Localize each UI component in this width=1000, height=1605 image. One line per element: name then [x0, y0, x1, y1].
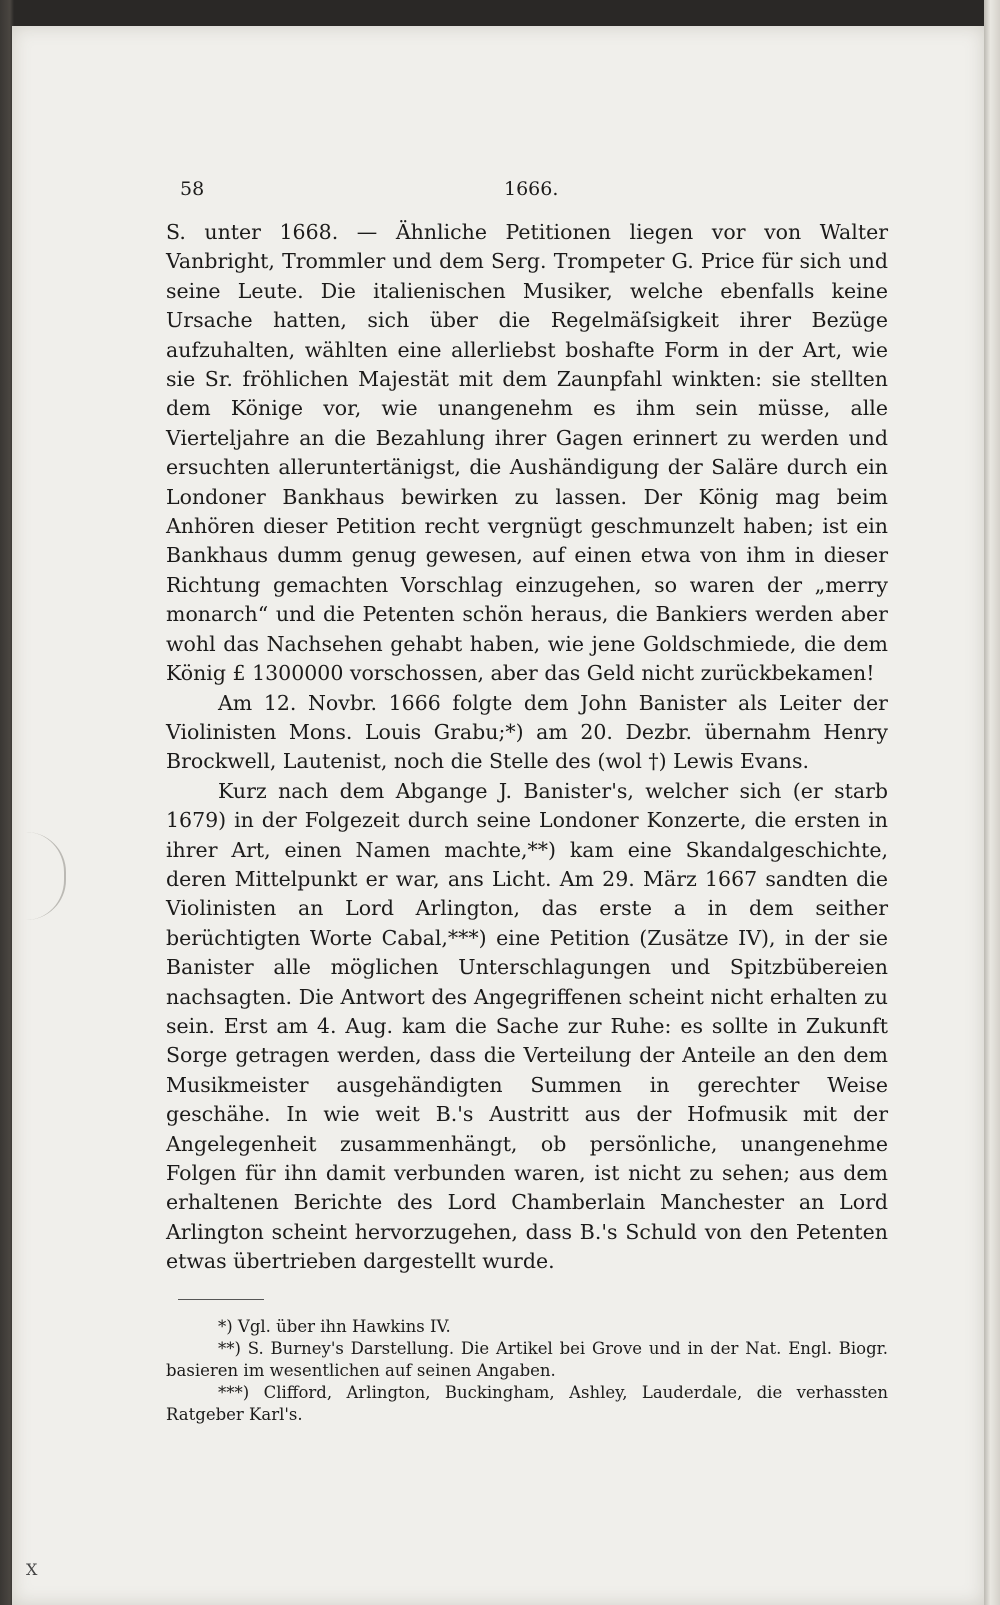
- footnote-3: ***) Clifford, Arlington, Buckingham, Ashley, Lauderdale, die verhassten Ratgeber Karl's.: [166, 1382, 888, 1424]
- edge-mark: X: [26, 1560, 38, 1579]
- page-text-block: [166, 178, 888, 1426]
- running-header: [166, 178, 888, 218]
- page-edge-strip: [984, 0, 1000, 1605]
- margin-shadow-arc: [24, 832, 66, 920]
- paragraph-grabu: Am 12. Novbr. 1666 folgte dem John Banister als Leiter der Violinisten Mons. Louis Grabu;*) am 20. Dezbr. übernahm Henry Brockwell, Lautenist, noch die Stelle des (wol †) Lewis Evans.: [166, 690, 888, 774]
- footnote-divider: [178, 1299, 264, 1300]
- page-number: 58: [180, 178, 205, 200]
- paragraph-petitions: S. unter 1668. — Ähnliche Petitionen liegen vor von Walter Vanbright, Trommler und dem Serg. Trompeter G. Price für sich und seine Leute. Die italienischen Musiker, welche ebenfalls keine Ursache hatten, sich über die Regelmäſsigkeit ihrer Bezüge aufzuhalten, wählten eine allerliebst boshafte Form in der Art, wie sie Sr. fröhlichen Majestät mit dem Zaunpfahl winkten: sie stellten dem Könige vor, wie unangenehm es ihm sein müsse, alle Vierteljahre an die Bezahlung ihrer Gagen erinnert zu werden und ersuchten alleruntertänigst, die Aushändigung der Saläre durch ein Londoner Bankhaus bewirken zu lassen. Der König mag beim Anhören dieser Petition recht vergnügt geschmunzelt haben; ist ein Bankhaus dumm genug gewesen, auf einen etwa von ihm in dieser Richtung gemachten Vorschlag einzugehen, so waren der „merry monarch“ und die Petenten schön heraus, die Bankiers werden aber wohl das Nachsehen gehabt haben, wie jene Goldschmiede, die dem König £ 1300000 vorschossen, aber das Geld nicht zurückbekamen!: [166, 220, 888, 686]
- body-text: [166, 218, 888, 1277]
- footnote-2: **) S. Burney's Darstellung. Die Artikel bei Grove und in der Nat. Engl. Biogr. basieren im wesentlichen auf seinen Angaben.: [166, 1338, 888, 1380]
- footnote-1: *) Vgl. über ihn Hawkins IV.: [218, 1316, 451, 1336]
- paragraph-banister-scandal: Kurz nach dem Abgange J. Banister's, welcher sich (er starb 1679) in der Folgezeit durch seine Londoner Konzerte, die ersten in ihrer Art, einen Namen machte,**) kam eine Skandalgeschichte, deren Mittelpunkt er war, ans Licht. Am 29. März 1667 sandten die Violinisten an Lord Arlington, das erste a in dem seither berüchtigten Worte Cabal,***) eine Petition (Zusätze IV), in der sie Banister alle möglichen Unterschlagungen und Spitzbübereien nachsagten. Die Antwort des Angegriffenen scheint nicht erhalten zu sein. Erst am 4. Aug. kam die Sache zur Ruhe: es sollte in Zukunft Sorge getragen werden, dass die Verteilung der Anteile an den dem Musikmeister ausgehändigten Summen in gerechter Weise geschähe. In wie weit B.'s Austritt aus der Hofmusik mit der Angelegenheit zusammenhängt, ob persönliche, unangenehme Folgen für ihn damit verbunden waren, ist nicht zu sehen; aus dem erhaltenen Berichte des Lord Chamberlain Manchester an Lord Arlington scheint hervorzugehen, dass B.'s Schuld von den Petenten etwas übertrieben dargestellt wurde.: [166, 778, 888, 1274]
- running-title: 1666.: [504, 178, 559, 200]
- footnotes: [166, 1316, 888, 1426]
